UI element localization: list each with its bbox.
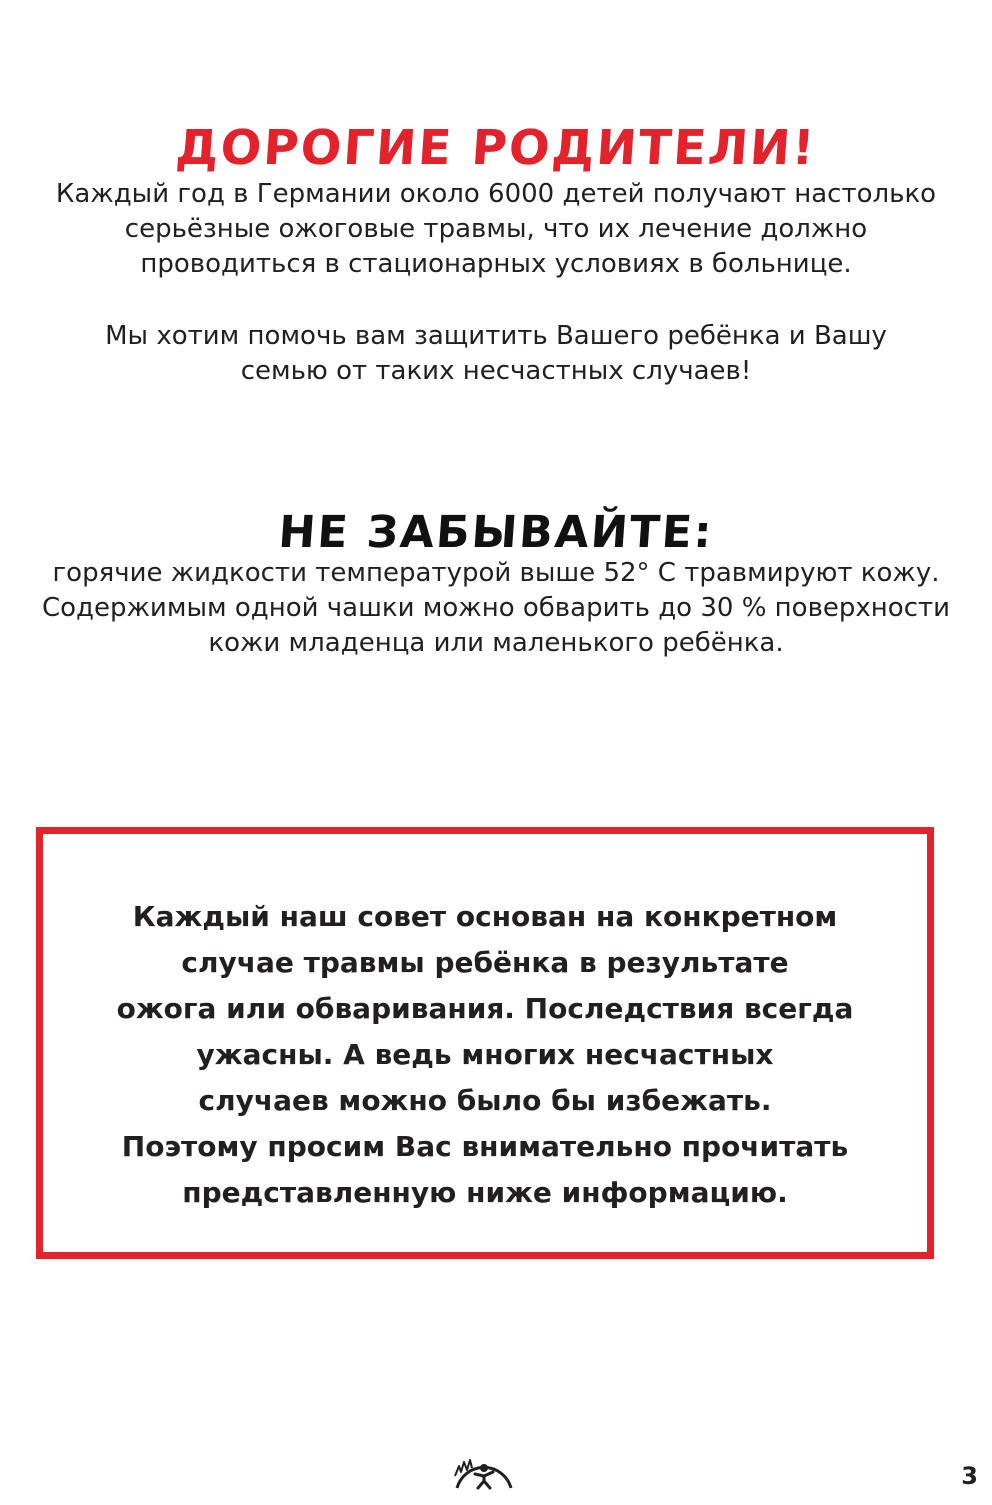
intro-line: Мы хотим помочь вам защитить Вашего ребёнка и Вашу: [105, 321, 887, 351]
facts-line: горячие жидкости температурой выше 52° C травмируют кожу.: [52, 558, 940, 588]
notice-text: [43, 894, 927, 1216]
intro-paragraph-2: [20, 319, 972, 389]
page-number: 3: [961, 1462, 978, 1490]
intro-paragraph-1: [20, 177, 972, 282]
notice-line: Каждый наш совет основан на конкретном: [132, 900, 838, 933]
notice-line: случаев можно было бы избежать.: [198, 1084, 772, 1117]
page-title: ДОРОГИЕ РОДИТЕЛИ!: [173, 120, 819, 177]
intro-line: семью от таких несчастных случаев!: [240, 356, 752, 386]
notice-line: представленную ниже информацию.: [182, 1176, 788, 1209]
facts-line: кожи младенца или маленького ребёнка.: [208, 628, 784, 658]
intro-line: серьёзные ожоговые травмы, что их лечение должно: [124, 214, 868, 244]
notice-line: ожога или обваривания. Последствия всегда: [116, 992, 854, 1025]
notice-line: ужасны. А ведь многих несчастных: [196, 1038, 774, 1071]
intro-line: Каждый год в Германии около 6000 детей получают настолько: [55, 179, 937, 209]
notice-line: случае травмы ребёнка в результате: [181, 946, 789, 979]
warning-heading: НЕ ЗАБЫВАЙТЕ:: [276, 506, 716, 558]
child-flame-logo-icon: [449, 1452, 519, 1492]
intro-line: проводиться в стационарных условиях в больнице.: [140, 249, 852, 279]
notice-line: Поэтому просим Вас внимательно прочитать: [121, 1130, 849, 1163]
facts-line: Содержимым одной чашки можно обварить до 30 % поверхности: [41, 593, 951, 623]
notice-box: [36, 827, 934, 1259]
facts-paragraph: [0, 556, 992, 661]
